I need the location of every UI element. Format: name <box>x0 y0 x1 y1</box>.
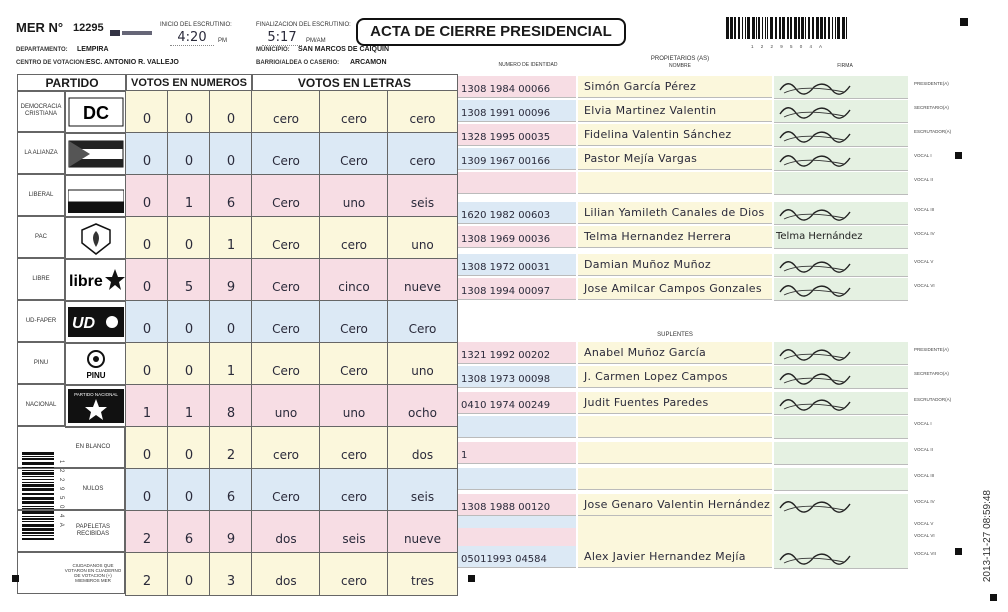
vote-digit: 0 <box>209 132 253 176</box>
vote-word: cero <box>387 132 458 176</box>
party-row <box>17 216 457 258</box>
partido-header: PARTIDO <box>17 74 127 92</box>
signature-scribble-icon <box>774 254 854 276</box>
member-name: Alex Javier Hernandez Mejía <box>578 546 772 568</box>
member-row <box>458 468 935 492</box>
party-logo-icon <box>65 300 127 344</box>
signature-scribble-icon <box>774 494 854 516</box>
party-row <box>17 342 457 384</box>
member-id: 1 <box>458 442 576 464</box>
vote-word: dos <box>387 426 458 470</box>
member-id: 1308 1988 00120 <box>458 494 576 516</box>
member-name <box>578 442 772 464</box>
member-row <box>458 124 952 148</box>
vote-digit: 0 <box>167 90 211 134</box>
vote-word: Cero <box>319 300 389 344</box>
corner-mark-right2 <box>955 548 962 555</box>
member-row <box>458 172 933 196</box>
party-logo-icon <box>65 216 127 260</box>
svg-text:libre: libre <box>69 273 103 290</box>
vote-word: Cero <box>251 174 321 218</box>
svg-text:DC: DC <box>83 103 109 123</box>
vote-digit: 9 <box>209 510 253 554</box>
member-id: 1328 1995 00035 <box>458 124 576 146</box>
inicio-value: 4:20 <box>170 30 214 46</box>
mer-number: 12295 <box>73 22 104 34</box>
vote-word: Cero <box>251 300 321 344</box>
departamento-value: LEMPIRA <box>77 46 109 53</box>
vote-word: seis <box>387 468 458 512</box>
member-row <box>458 416 932 440</box>
vote-digit: 1 <box>125 384 169 428</box>
member-signature <box>774 416 908 439</box>
identidad-header: NUMERO DE IDENTIDAD <box>498 62 558 68</box>
signature-scribble-icon <box>774 148 854 170</box>
numeros-header: VOTOS EN NUMEROS <box>125 74 253 92</box>
vote-word: ocho <box>387 384 458 428</box>
member-name: Fidelina Valentin Sánchez <box>578 124 772 146</box>
member-role: SECRETARIO(A) <box>914 371 949 376</box>
member-name: Jose Amilcar Campos Gonzales <box>578 278 772 300</box>
vote-digit: 1 <box>167 384 211 428</box>
signature-scribble-icon <box>774 100 854 122</box>
vote-word: nueve <box>387 258 458 302</box>
vote-digit: 0 <box>125 174 169 218</box>
party-name: NULOS <box>17 468 125 510</box>
member-row <box>458 148 932 172</box>
member-id <box>458 468 576 490</box>
vote-digit: 2 <box>125 552 169 596</box>
member-signature <box>774 124 908 147</box>
barrio-value: ARCAMON <box>350 59 387 66</box>
member-id: 1308 1972 00031 <box>458 254 576 276</box>
member-signature <box>774 76 908 99</box>
corner-mark-right1 <box>955 152 962 159</box>
member-row <box>458 76 949 100</box>
party-name: DEMOCRACIA CRISTIANA <box>17 90 65 132</box>
signature-scribble-icon <box>774 366 854 388</box>
corner-mark <box>960 18 968 26</box>
member-role: ESCRUTADOR(A) <box>914 129 952 134</box>
vote-digit: 0 <box>125 342 169 386</box>
vote-digit: 0 <box>125 468 169 512</box>
party-logo-icon <box>65 342 127 386</box>
vote-digit: 0 <box>167 216 211 260</box>
vote-digit: 9 <box>209 258 253 302</box>
suplentes-header: SUPLENTES <box>657 332 693 338</box>
party-row <box>17 384 457 426</box>
member-name: Simón García Pérez <box>578 76 772 98</box>
party-name: NACIONAL <box>17 384 65 426</box>
vote-word: Cero <box>319 132 389 176</box>
vote-word: cero <box>387 90 458 134</box>
municipio-value: SAN MARCOS DE CAIQUIN <box>298 46 390 53</box>
vote-word: dos <box>251 510 321 554</box>
party-name: PAPELETAS RECIBIDAS <box>17 510 125 552</box>
vote-digit: 0 <box>209 300 253 344</box>
mer-label: MER N° <box>16 20 64 35</box>
vote-word: Cero <box>251 468 321 512</box>
member-signature <box>774 100 908 123</box>
member-role: VOCAL II <box>914 177 933 182</box>
vote-digit: 6 <box>167 510 211 554</box>
party-row <box>17 132 457 174</box>
side-barcode-text: 1 2 2 9 5 0 4 A <box>58 460 64 529</box>
member-role: VOCAL VI <box>914 283 935 288</box>
vote-digit: 0 <box>125 300 169 344</box>
signature-scribble-icon <box>774 392 854 414</box>
vote-word: seis <box>319 510 389 554</box>
member-signature <box>774 148 908 171</box>
signature-scribble-icon <box>774 124 854 146</box>
party-row <box>17 510 457 552</box>
member-row <box>458 100 949 124</box>
vote-digit: 0 <box>125 90 169 134</box>
vote-word: Cero <box>387 300 458 344</box>
member-name: Lilian Yamileth Canales de Dios <box>578 202 772 224</box>
vote-digit: 0 <box>167 426 211 470</box>
member-id <box>458 172 576 194</box>
member-signature <box>774 342 908 365</box>
member-row <box>458 342 949 366</box>
vote-digit: 0 <box>125 426 169 470</box>
member-row <box>458 494 935 518</box>
svg-text:PARTIDO NACIONAL: PARTIDO NACIONAL <box>74 392 118 397</box>
member-signature <box>774 366 908 389</box>
timestamp: 2013-11-27 08:59:48 <box>982 490 993 583</box>
party-logo-icon <box>65 132 127 176</box>
vote-digit: 2 <box>209 426 253 470</box>
member-role: VOCAL VII <box>914 551 936 556</box>
party-name: UD-FAPER <box>17 300 65 342</box>
member-id: 1308 1991 00096 <box>458 100 576 122</box>
vote-word: seis <box>387 174 458 218</box>
centro-label: CENTRO DE VOTACION: <box>16 60 87 66</box>
member-row <box>458 254 934 278</box>
top-barcode <box>726 17 850 49</box>
vote-digit: 6 <box>209 174 253 218</box>
vote-word: cero <box>251 90 321 134</box>
signature-scribble-icon <box>774 76 854 98</box>
svg-text:PINU: PINU <box>86 371 106 380</box>
vote-digit: 8 <box>209 384 253 428</box>
firma-header: FIRMA <box>837 63 853 69</box>
signature-scribble-icon <box>774 202 854 224</box>
party-row <box>17 174 457 216</box>
member-name: Pastor Mejía Vargas <box>578 148 772 170</box>
party-row <box>17 258 457 300</box>
party-name: EN BLANCO <box>17 426 125 468</box>
corner-mark-right3 <box>990 594 997 601</box>
vote-digit: 1 <box>209 342 253 386</box>
party-row <box>17 426 457 468</box>
member-role: VOCAL I <box>914 421 932 426</box>
member-name: J. Carmen Lopez Campos <box>578 366 772 388</box>
member-id: 1620 1982 00603 <box>458 202 576 224</box>
signature-scribble-icon <box>774 342 854 364</box>
final-label: FINALIZACION DEL ESCRUTINIO: <box>256 22 351 28</box>
member-name: Telma Hernandez Herrera <box>578 226 772 248</box>
centro-value: ESC. ANTONIO R. VALLEJO <box>86 59 179 66</box>
inicio-pm: PM <box>218 38 227 44</box>
member-row <box>458 392 952 416</box>
party-name: PINU <box>17 342 65 384</box>
member-signature <box>774 546 908 569</box>
vote-word: uno <box>319 174 389 218</box>
party-logo-icon <box>65 90 127 134</box>
party-row <box>17 552 457 594</box>
member-name <box>578 172 772 194</box>
member-signature <box>774 226 908 249</box>
member-role: VOCAL III <box>914 473 935 478</box>
vote-word: nueve <box>387 510 458 554</box>
party-logo-icon <box>65 174 127 218</box>
member-row <box>458 366 949 390</box>
member-row <box>458 226 935 250</box>
vote-digit: 0 <box>125 258 169 302</box>
member-id: 1321 1992 00202 <box>458 342 576 364</box>
party-name: PAC <box>17 216 65 258</box>
vote-digit: 6 <box>209 468 253 512</box>
member-role: PRESIDENTE(A) <box>914 81 949 86</box>
member-row <box>458 202 935 226</box>
member-role: VOCAL III <box>914 207 935 212</box>
member-role: VOCAL IV <box>914 499 935 504</box>
signature-scribble-icon <box>774 278 854 300</box>
member-signature <box>774 172 908 195</box>
party-name: LIBERAL <box>17 174 65 216</box>
vote-word: Cero <box>251 132 321 176</box>
vote-word: Cero <box>251 216 321 260</box>
vote-digit: 0 <box>167 468 211 512</box>
votes-table <box>17 74 457 596</box>
municipio-label: MUNICIPIO: <box>256 47 290 53</box>
corner-mark-mid <box>468 575 475 582</box>
vote-word: Cero <box>319 342 389 386</box>
member-id: 1308 1973 00098 <box>458 366 576 388</box>
member-role: VOCAL V <box>914 259 934 264</box>
svg-text:UD: UD <box>72 315 96 332</box>
member-role: ESCRUTADOR(A) <box>914 397 952 402</box>
member-id: 1308 1994 00097 <box>458 278 576 300</box>
member-signature <box>774 468 908 491</box>
corner-mark-left <box>12 575 19 582</box>
top-barcode-text: 1 2 2 9 5 0 4 A <box>750 44 826 49</box>
member-signature <box>774 278 908 301</box>
vote-digit: 0 <box>167 342 211 386</box>
member-role: SECRETARIO(A) <box>914 105 949 110</box>
party-name: LIBRE <box>17 258 65 300</box>
vote-word: cero <box>251 426 321 470</box>
member-name <box>578 416 772 438</box>
vote-word: dos <box>251 552 321 596</box>
party-name: CIUDADANOS QUE VOTARON EN CUADERNO DE VOTACION (+) MIEMBROS MER <box>17 552 125 594</box>
member-id: 1308 1969 00036 <box>458 226 576 248</box>
vote-digit: 1 <box>167 174 211 218</box>
final-ampm: PM/AM <box>306 38 326 44</box>
party-row <box>17 300 457 342</box>
member-role: VOCAL V <box>914 521 934 526</box>
member-id: 05011993 04584 <box>458 546 576 568</box>
page-title: ACTA DE CIERRE PRESIDENCIAL <box>356 18 626 46</box>
cne-logo-icon <box>110 25 152 35</box>
vote-word: Cero <box>251 342 321 386</box>
member-id <box>458 416 576 438</box>
member-role: VOCAL II <box>914 447 933 452</box>
nombre-header: NOMBRE <box>669 63 691 69</box>
signature-text: Telma Hernández <box>776 231 863 242</box>
letras-header: VOTOS EN LETRAS <box>251 74 458 92</box>
vote-word: cinco <box>319 258 389 302</box>
signature-scribble-icon <box>774 546 854 568</box>
party-logo-icon <box>65 258 127 302</box>
vote-digit: 0 <box>125 132 169 176</box>
inicio-label: INICIO DEL ESCRUTINIO: <box>160 22 232 28</box>
member-id: 1309 1967 00166 <box>458 148 576 170</box>
vote-digit: 0 <box>209 90 253 134</box>
vote-digit: 0 <box>167 300 211 344</box>
member-signature <box>774 494 908 517</box>
member-name: Jose Genaro Valentin Hernández <box>578 494 772 516</box>
vote-word: cero <box>319 552 389 596</box>
member-signature <box>774 202 908 225</box>
member-id: 1308 1984 00066 <box>458 76 576 98</box>
member-row <box>458 442 933 466</box>
vote-digit: 0 <box>167 132 211 176</box>
member-signature <box>774 442 908 465</box>
member-name <box>578 468 772 490</box>
party-name: LA ALIANZA <box>17 132 65 174</box>
member-signature <box>774 392 908 415</box>
vote-word: cero <box>319 468 389 512</box>
party-row <box>17 468 457 510</box>
member-role: VOCAL VI <box>914 533 935 538</box>
vote-digit: 2 <box>125 510 169 554</box>
vote-word: cero <box>319 216 389 260</box>
member-id: 0410 1974 00249 <box>458 392 576 414</box>
barrio-label: BARRIO/ALDEA O CASERIO: <box>256 60 340 66</box>
propietarios-header: PROPIETARIOS (AS) <box>650 56 710 62</box>
member-role: PRESIDENTE(A) <box>914 347 949 352</box>
vote-word: cero <box>319 90 389 134</box>
departamento-label: DEPARTAMENTO: <box>16 47 68 53</box>
vote-digit: 3 <box>209 552 253 596</box>
vote-word: uno <box>251 384 321 428</box>
vote-word: uno <box>387 342 458 386</box>
vote-word: uno <box>319 384 389 428</box>
vote-digit: 0 <box>125 216 169 260</box>
vote-digit: 5 <box>167 258 211 302</box>
party-logo-icon <box>65 384 127 428</box>
member-name: Anabel Muñoz García <box>578 342 772 364</box>
member-name: Judit Fuentes Paredes <box>578 392 772 414</box>
vote-word: uno <box>387 216 458 260</box>
vote-word: Cero <box>251 258 321 302</box>
member-role: VOCAL I <box>914 153 932 158</box>
member-name: Damian Muñoz Muñoz <box>578 254 772 276</box>
member-role: VOCAL IV <box>914 231 935 236</box>
final-value: 5:17 <box>262 30 302 46</box>
vote-digit: 1 <box>209 216 253 260</box>
member-signature <box>774 254 908 277</box>
member-name: Elvia Martinez Valentin <box>578 100 772 122</box>
member-row <box>458 546 936 570</box>
vote-word: cero <box>319 426 389 470</box>
vote-digit: 0 <box>167 552 211 596</box>
vote-word: tres <box>387 552 458 596</box>
party-row <box>17 90 457 132</box>
member-row <box>458 278 935 302</box>
